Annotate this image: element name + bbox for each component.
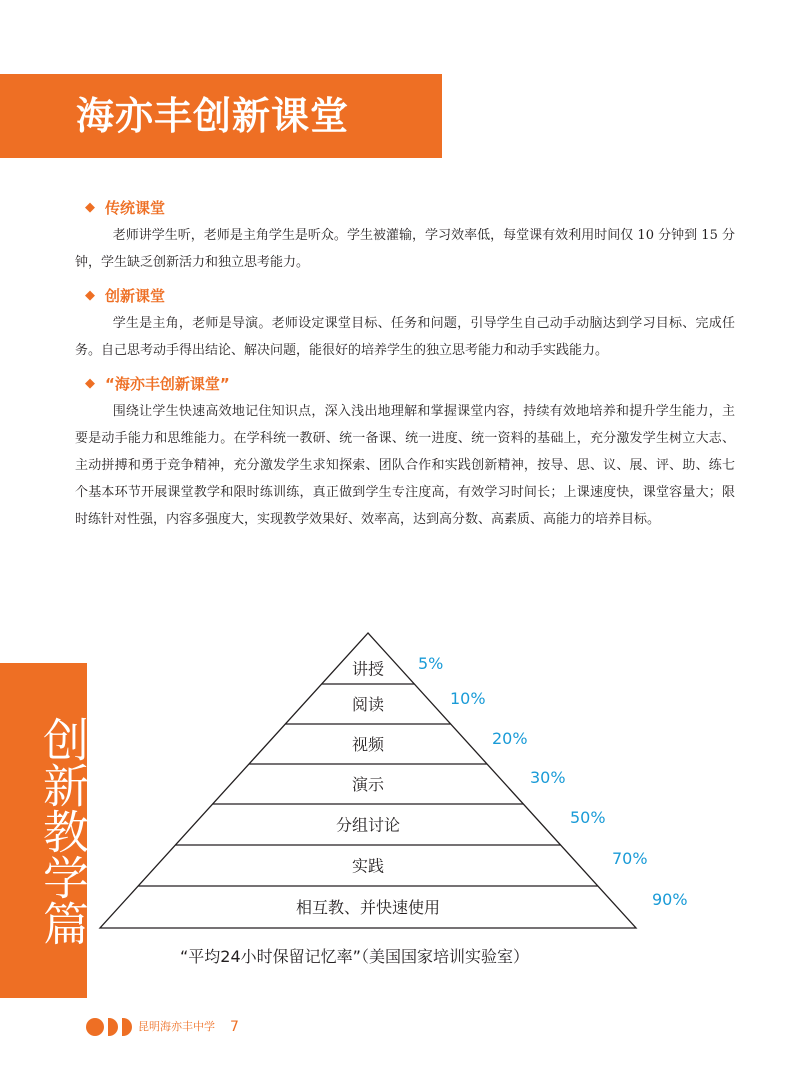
section-body: 围绕让学生快速高效地记住知识点，深入浅出地理解和掌握课堂内容，持续有效地培养和提升学生能力，主要是动手能力和思维能力。在学科统一教研、统一备课、统一进度、统一资料的基础上，充分激发学生树立大志、主动拼搏和勇于竞争精神，充分激发学生求知探索、团队合作和实践创新精神，按导、思、议、展、评、助、练七个基本环节开展课堂教学和限时练训练，真正做到学生专注度高，有效学习时间长；上课速度快，课堂容量大；限时练针对性强，内容多强度大，实现教学效果好、效率高，达到高分数、高素质、高能力的培养目标。 xyxy=(75,404,735,527)
pyramid-level-label: 实践 xyxy=(351,856,385,876)
pyramid-caption: “平均24小时保留记忆率”（美国国家培训实验室） xyxy=(180,947,529,966)
section-heading-text: 传统课堂 xyxy=(105,198,166,217)
pyramid-level-percent: 5% xyxy=(418,654,444,673)
pyramid-level-percent: 90% xyxy=(652,890,688,909)
school-name: 昆明海亦丰中学 xyxy=(138,1020,215,1033)
section-heading-text: “海亦丰创新课堂” xyxy=(105,374,230,393)
footer-dot-icon xyxy=(86,1018,104,1036)
diamond-bullet-icon: ◆ xyxy=(85,199,95,215)
pyramid-level-label: 分组讨论 xyxy=(335,815,401,835)
side-tab-label: 创新教学篇 xyxy=(36,716,90,946)
pyramid-level-label: 阅读 xyxy=(351,695,385,714)
pyramid-level-label: 讲授 xyxy=(351,659,385,679)
pyramid-level-label: 视频 xyxy=(351,735,385,754)
pyramid-level-label: 演示 xyxy=(351,775,385,794)
pyramid-level-percent: 30% xyxy=(530,768,566,787)
diamond-bullet-icon: ◆ xyxy=(85,375,95,391)
pyramid-level-percent: 20% xyxy=(492,729,528,748)
section-heading-text: 创新课堂 xyxy=(105,286,166,305)
page-title: 海亦丰创新课堂 xyxy=(76,94,350,138)
diamond-bullet-icon: ◆ xyxy=(85,287,95,303)
section-body: 老师讲学生听，老师是主角学生是听众。学生被灌输，学习效率低，每堂课有效利用时间仅 10 分钟到 15 分钟，学生缺乏创新活力和独立思考能力。 xyxy=(75,228,735,270)
pyramid-level-percent: 10% xyxy=(450,689,486,708)
section-body: 学生是主角，老师是导演。老师设定课堂目标、任务和问题，引导学生自己动手动脑达到学习目标、完成任务。自己思考动手得出结论、解决问题，能很好的培养学生的独立思考能力和动手实践能力。 xyxy=(75,316,735,358)
pyramid-level-label: 相互教、并快速使用 xyxy=(295,898,441,917)
pyramid-level-percent: 70% xyxy=(612,849,648,868)
page-number: 7 xyxy=(230,1019,239,1035)
pyramid-level-percent: 50% xyxy=(570,808,606,827)
